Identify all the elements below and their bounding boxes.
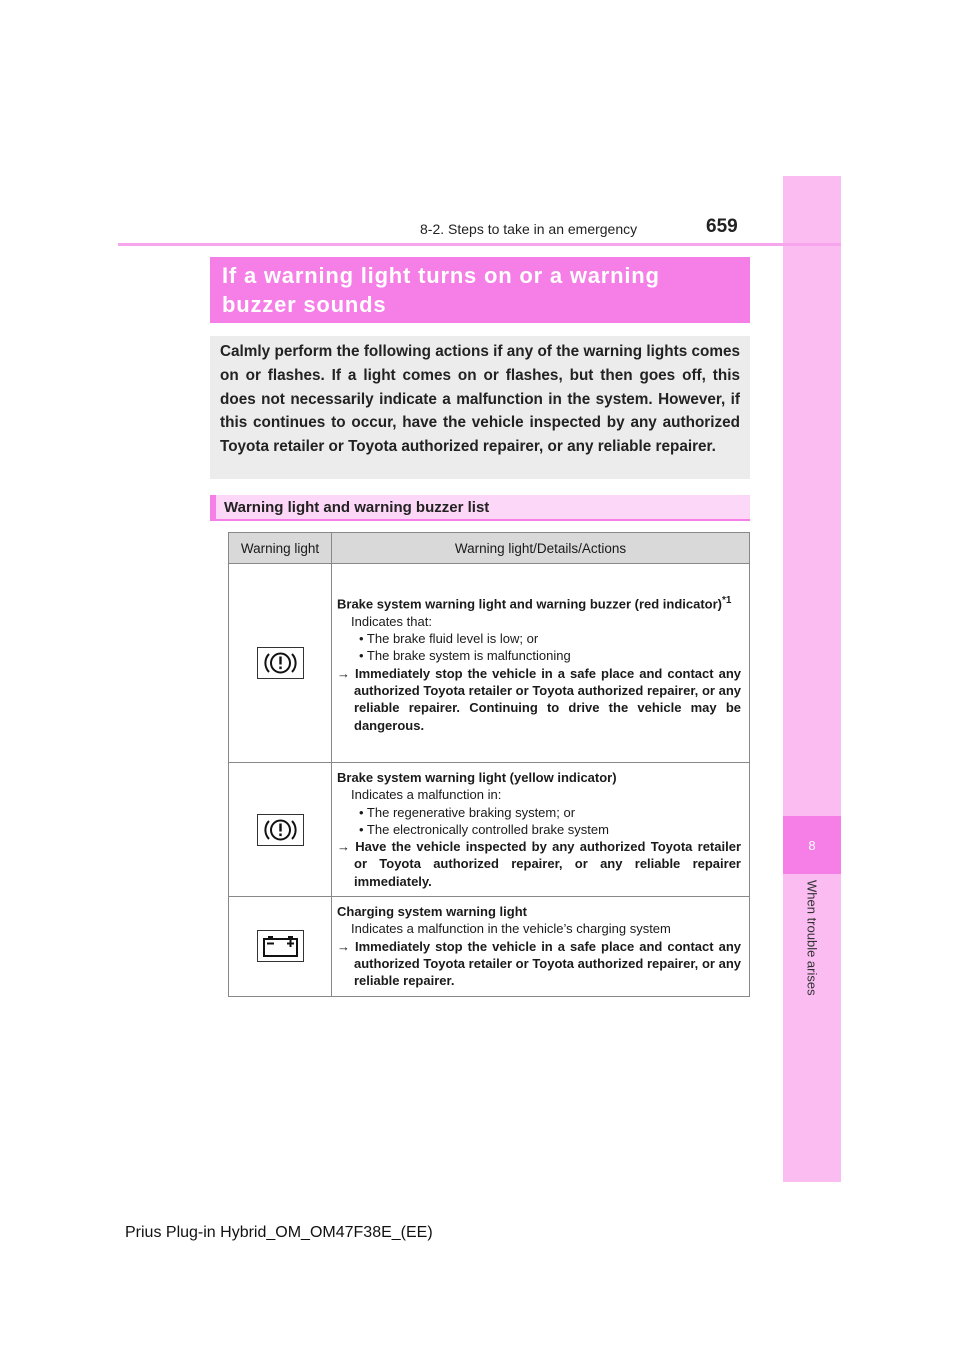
brake-warning-icon bbox=[257, 647, 304, 679]
header-divider bbox=[118, 243, 841, 246]
page-number: 659 bbox=[706, 216, 738, 237]
item-details: Indicates a malfunction in: bbox=[351, 787, 502, 803]
intro-paragraph: Calmly perform the following actions if any of the warning lights comes on or flashes. If a light comes on or flashes, but then goes off, this does not necessarily indicate a malfunction in the system. However, if this continues to occur, have the vehicle inspected by any authorized Toyota retailer or Toyota authorized repairer, or any reliable repairer. bbox=[210, 336, 750, 479]
item-action: → Have the vehicle inspected by any authorized Toyota retailer or Toyota authorized repairer, or any reliable repairer immediately. bbox=[337, 839, 741, 889]
page-title-line1: If a warning light turns on or a warning bbox=[222, 263, 660, 288]
item-action: → Immediately stop the vehicle in a safe place and contact any authorized Toyota retailer or Toyota authorized repairer, or any reliable repairer. Continuing to drive the vehicle may be dangerous. bbox=[337, 665, 741, 733]
item-action: → Immediately stop the vehicle in a safe place and contact any authorized Toyota retailer or Toyota authorized repairer, or any reliable repairer. bbox=[337, 938, 741, 989]
section-title: 8-2. Steps to take in an emergency bbox=[420, 221, 638, 237]
table-header-row bbox=[229, 533, 750, 564]
sub-heading: Warning light and warning buzzer list bbox=[210, 495, 750, 521]
column-header: Warning light/Details/Actions bbox=[332, 533, 750, 564]
chapter-label-text: When trouble arises bbox=[804, 880, 820, 996]
item-bullet: • The brake fluid level is low; or bbox=[359, 631, 539, 647]
item-bullet: • The regenerative braking system; or bbox=[359, 804, 576, 820]
brake-warning-icon bbox=[257, 814, 304, 846]
chapter-label bbox=[783, 876, 841, 1016]
item-details: Indicates a malfunction in the vehicle’s charging system bbox=[351, 921, 671, 937]
document-footer: Prius Plug-in Hybrid_OM_OM47F38E_(EE) bbox=[125, 1224, 433, 1241]
battery-icon bbox=[257, 930, 304, 962]
item-title: Brake system warning light and warning buzzer (red indicator)$^{*1}$ bbox=[337, 595, 732, 612]
table-row bbox=[229, 897, 750, 996]
item-title: Brake system warning light (yellow indicator) bbox=[337, 770, 617, 785]
item-bullet: • The brake system is malfunctioning bbox=[359, 648, 571, 664]
page-title bbox=[210, 257, 750, 323]
column-header: Warning light bbox=[229, 533, 332, 564]
table-row bbox=[229, 763, 750, 897]
item-details: Indicates that: bbox=[351, 613, 432, 629]
chapter-number: 8 bbox=[783, 816, 841, 874]
item-bullet: • The electronically controlled brake system bbox=[359, 821, 609, 837]
chapter-side-tab bbox=[783, 176, 841, 1182]
warning-light-table bbox=[228, 532, 750, 997]
table-row bbox=[229, 564, 750, 763]
item-title: Charging system warning light bbox=[337, 904, 527, 920]
page-title-line2: buzzer sounds bbox=[222, 292, 387, 317]
